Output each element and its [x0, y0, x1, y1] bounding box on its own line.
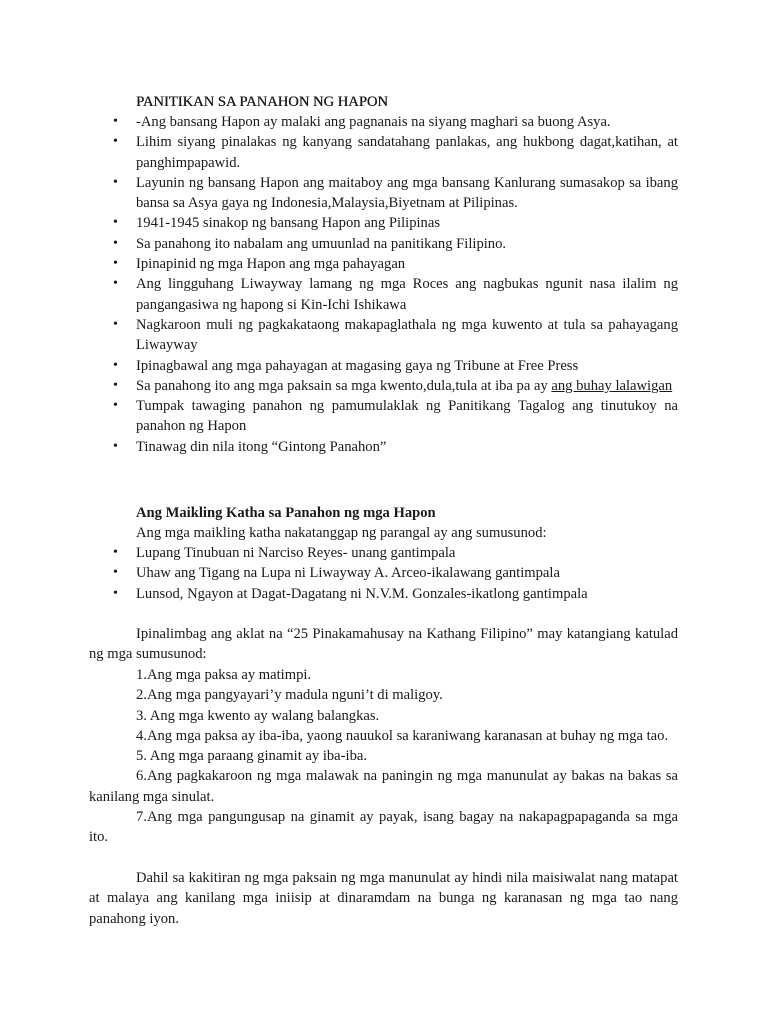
bullet-item: • Ang lingguhang Liwayway lamang ng mga Roces ang nagbukas ngunit nasa ilalim ng pangangasiwa ng hapong si Kin-Ichi Ishikawa [112, 274, 678, 315]
numbered-list-katangian [89, 665, 678, 848]
numbered-item: 2.Ang mga pangyayari’y madula nguni’t di maligoy. [136, 687, 443, 704]
bullet-item: • 1941-1945 sinakop ng bansang Hapon ang Pilipinas [112, 213, 678, 233]
bullet-item: • Sa panahong ito nabalam ang umuunlad na panitikang Filipino. [112, 234, 678, 254]
section-heading-panitikan: PANITIKAN SA PANAHON NG HAPON [136, 94, 388, 110]
bullet-item: • Lunsod, Ngayon at Dagat-Dagatang ni N.V.M. Gonzales-ikatlong gantimpala [112, 584, 678, 604]
underlined-phrase: ang buhay lalawigan [551, 377, 673, 394]
numbered-item: 3. Ang mga kwento ay walang balangkas. [136, 707, 380, 724]
bullet-item-paksain [112, 376, 678, 396]
bullet-item: • Layunin ng bansang Hapon ang maitaboy ang mga bansang Kanlurang sumasakop sa ibang bansa sa Asya gaya ng Indonesia,Malaysia,Biyetnam at Pilipinas. [112, 173, 678, 214]
section-intro-text: Ang mga maikling katha nakatanggap ng parangal ay ang sumusunod: [136, 525, 547, 541]
paragraph-ipinalimbag: Ipinalimbag ang aklat na “25 Pinakamahusay na Kathang Filipino” may katangiang katulad ng mga sumusunod: [89, 626, 678, 663]
numbered-item: 6.Ang pagkakaroon ng mga malawak na paningin ng mga manunulat ay bakas na bakas sa kanilang mga sinulat. [89, 768, 678, 805]
bullet-item: • Tumpak tawaging panahon ng pamumulaklak ng Panitikang Tagalog ang tinutukoy na panahon ng Hapon [112, 396, 678, 437]
bullet-item: • Ipinagbawal ang mga pahayagan at magasing gaya ng Tribune at Free Press [112, 356, 678, 376]
bullet-list-maikling-katha [112, 543, 678, 604]
bullet-item: • -Ang bansang Hapon ay malaki ang pagnanais na siyang maghari sa buong Asya. [112, 112, 678, 132]
bullet-item: • Nagkaroon muli ng pagkakataong makapaglathala ng mga kuwento at tula sa pahayagang Liwayway [112, 315, 678, 356]
bullet-item: • Uhaw ang Tigang na Lupa ni Liwayway A. Arceo-ikalawang gantimpala [112, 563, 678, 583]
section-heading-maikling-katha: Ang Maikling Katha sa Panahon ng mga Hapon [136, 505, 436, 521]
numbered-item: 5. Ang mga paraang ginamit ay iba-iba. [136, 748, 367, 765]
bullet-item: • Lupang Tinubuan ni Narciso Reyes- unang gantimpala [112, 543, 678, 563]
numbered-item: 1.Ang mga paksa ay matimpi. [136, 667, 312, 683]
bullet-item: • Lihim siyang pinalakas ng kanyang sandatahang panlakas, ang hukbong dagat,katihan, at panghimpapawid. [112, 132, 678, 173]
numbered-item: 4.Ang mga paksa ay iba-iba, yaong nauukol sa karaniwang karanasan at buhay ng mga tao. [136, 727, 669, 744]
bullet-item: • Ipinapinid ng mga Hapon ang mga pahayagan [112, 254, 678, 274]
bullet-list-panitikan [112, 112, 678, 457]
paragraph-dahil: Dahil sa kakitiran ng mga paksain ng mga manunulat ay hindi nila maisiwalat nang matapat at malaya ang kanilang mga iniisip at dinaramdam na bunga ng karanasan ng mga tao nang panahong iyon. [89, 870, 678, 927]
bullet-item: • Tinawag din nila itong “Gintong Panahon” [112, 437, 678, 457]
numbered-item: 7.Ang mga pangungusap na ginamit ay payak, isang bagay na nakapagpapaganda sa mga ito. [89, 809, 678, 846]
bullet-text: Sa panahong ito ang mga paksain sa mga kwento,dula,tula at iba pa ay [136, 377, 552, 394]
